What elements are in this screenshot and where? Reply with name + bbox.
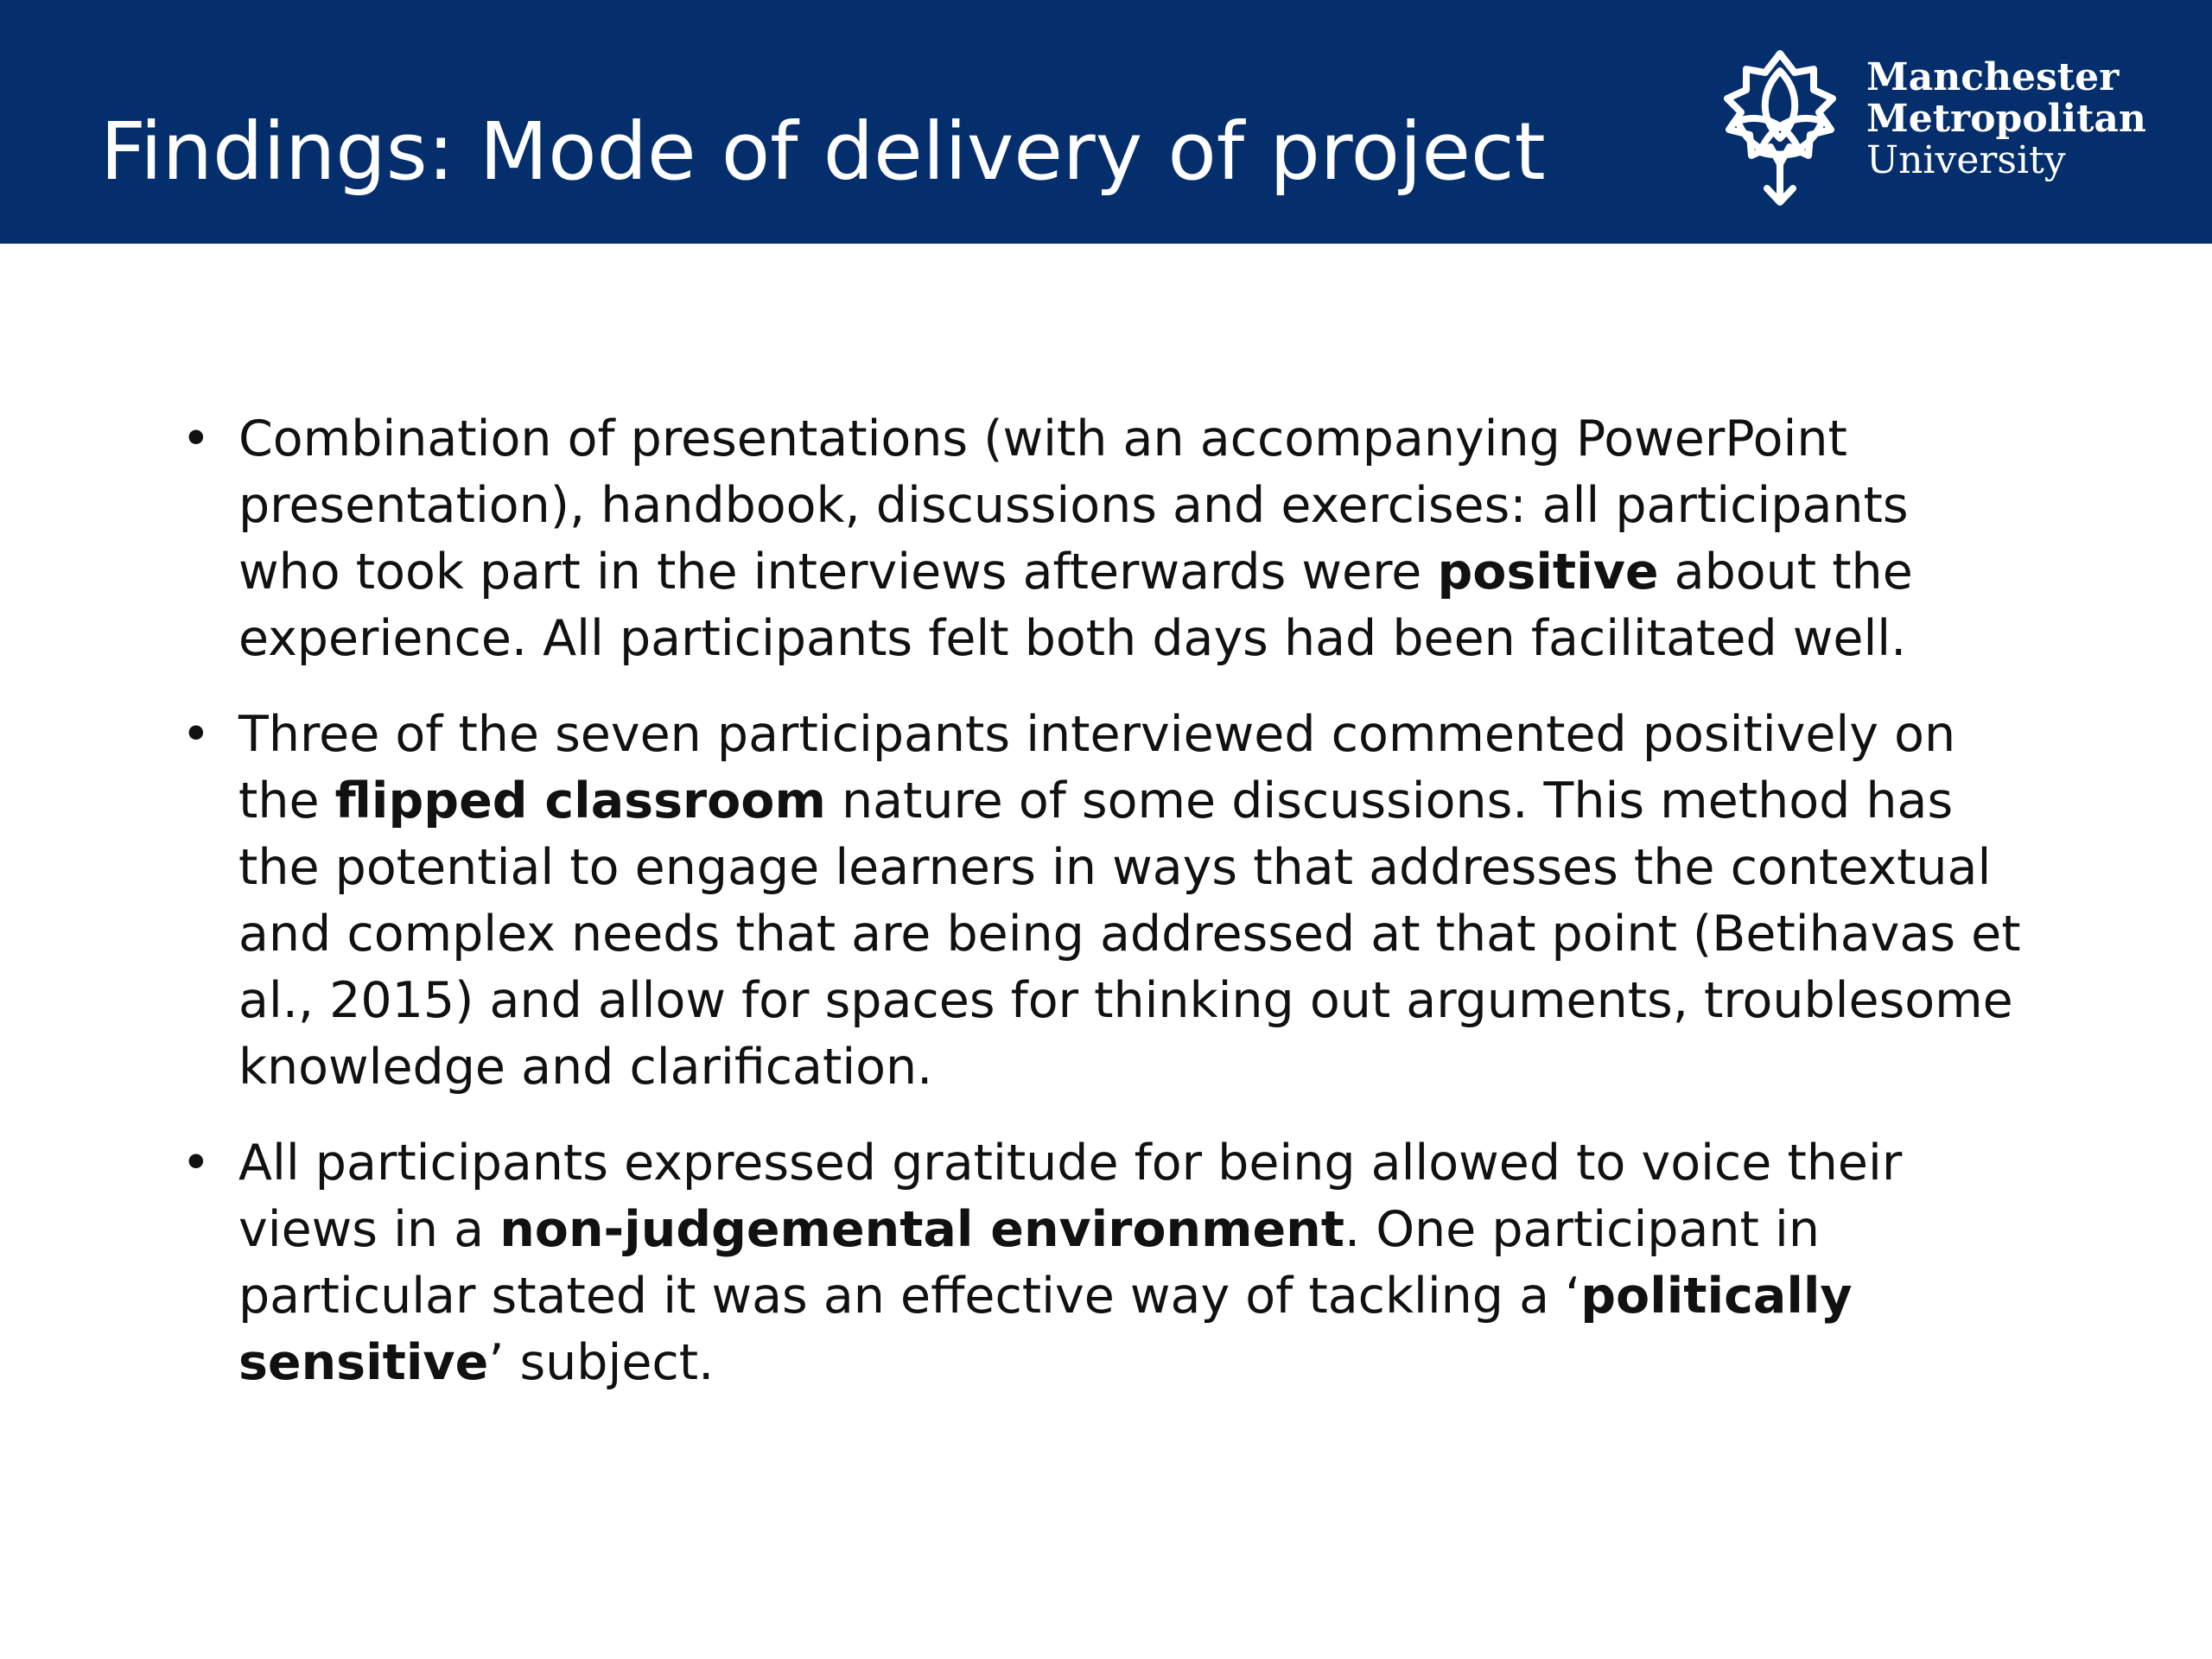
bullet-text-part: Three of the seven participants interviewed commented positively on the (238, 706, 1956, 830)
bullet-text-part: ’ subject. (488, 1334, 715, 1391)
bullet-text-part: Combination of presentations (with an accompanying PowerPoint presentation), handbook, discussions and exercises: all participants who took part in the interviews afterwards were (238, 410, 1909, 601)
bullet-non-judgemental (181, 1130, 2022, 1396)
university-logo (1707, 45, 2146, 209)
bullet-text-part: . One participant in particular stated it was an effective way of tackling a ‘ (238, 1201, 1820, 1325)
slide-content (181, 406, 2022, 1426)
bullet-emphasis-flipped-classroom: flipped classroom (334, 772, 826, 830)
logo-line-university: University (1866, 138, 2066, 182)
slide-header (0, 0, 2212, 244)
bullet-emphasis-politically-sensitive: politically sensitive (238, 1268, 1853, 1391)
bullet-text-part: about the experience. All participants felt both days had been facilitated well. (238, 543, 1913, 667)
logo-line-metropolitan: Metropolitan (1866, 97, 2146, 141)
bullet-delivery-combination (181, 406, 2022, 672)
bullet-emphasis-non-judgemental: non-judgemental environment (499, 1201, 1344, 1258)
bullet-text-part: nature of some discussions. This method has the potential to engage learners in ways that addresses the contextual and complex needs that are being addressed at that point (Betihavas et al., 2015) and allow for spaces for thinking out arguments, troublesome knowledge and clarification. (238, 772, 2021, 1096)
bullet-icon: • (181, 1135, 211, 1192)
bullet-text (238, 406, 2022, 672)
bullet-text-part: All participants expressed gratitude for being allowed to voice their views in a (238, 1135, 1903, 1258)
bullet-icon: • (181, 410, 211, 467)
logo-line-manchester: Manchester (1866, 55, 2120, 99)
bullet-emphasis-positive: positive (1437, 543, 1659, 601)
logo-text (1866, 57, 2146, 181)
findings-bullet-list (181, 406, 2022, 1396)
bullet-text (238, 702, 2022, 1101)
mmu-crest-icon (1707, 45, 1853, 209)
bullet-icon: • (181, 706, 211, 763)
slide-title: Findings: Mode of delivery of project (100, 105, 1546, 198)
bullet-text (238, 1130, 2022, 1396)
bullet-flipped-classroom (181, 702, 2022, 1101)
